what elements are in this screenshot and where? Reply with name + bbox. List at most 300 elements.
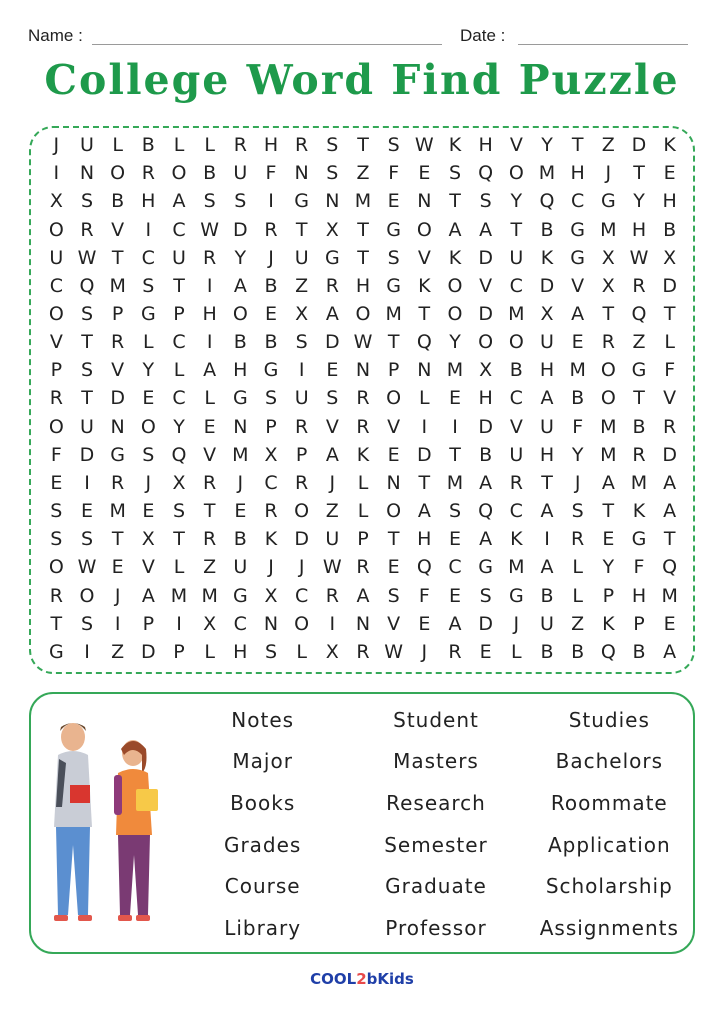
grid-letter[interactable]: M: [109, 500, 126, 523]
grid-letter[interactable]: H: [141, 190, 156, 213]
grid-letter[interactable]: T: [203, 500, 216, 523]
grid-letter[interactable]: K: [418, 274, 431, 297]
grid-letter[interactable]: C: [509, 500, 523, 523]
grid-letter[interactable]: A: [479, 218, 493, 241]
grid-letter[interactable]: G: [294, 190, 310, 213]
grid-letter[interactable]: E: [448, 387, 461, 410]
grid-letter[interactable]: C: [509, 274, 523, 297]
grid-letter[interactable]: E: [387, 443, 400, 466]
grid-letter[interactable]: Z: [111, 640, 125, 663]
grid-letter[interactable]: C: [49, 274, 63, 297]
grid-letter[interactable]: H: [478, 387, 493, 410]
grid-letter[interactable]: O: [447, 303, 463, 326]
grid-letter[interactable]: X: [172, 471, 186, 494]
grid-letter[interactable]: F: [572, 415, 584, 438]
grid-letter[interactable]: M: [630, 471, 648, 494]
grid-letter[interactable]: Q: [600, 640, 616, 663]
grid-letter[interactable]: X: [663, 246, 677, 269]
grid-letter[interactable]: R: [203, 471, 217, 494]
grid-letter[interactable]: I: [329, 612, 336, 635]
grid-letter[interactable]: I: [145, 218, 152, 241]
name-field[interactable]: [92, 44, 442, 45]
grid-letter[interactable]: R: [49, 584, 63, 607]
grid-letter[interactable]: M: [538, 162, 556, 185]
grid-letter[interactable]: X: [540, 303, 554, 326]
grid-letter[interactable]: E: [234, 500, 247, 523]
grid-letter[interactable]: E: [387, 190, 400, 213]
grid-letter[interactable]: C: [509, 387, 523, 410]
grid-letter[interactable]: O: [48, 415, 64, 438]
grid-letter[interactable]: D: [662, 274, 677, 297]
grid-letter[interactable]: V: [509, 134, 523, 157]
grid-letter[interactable]: U: [172, 246, 186, 269]
grid-letter[interactable]: O: [386, 500, 402, 523]
grid-letter[interactable]: T: [173, 528, 185, 551]
grid-letter[interactable]: O: [110, 162, 126, 185]
grid-letter[interactable]: O: [508, 162, 524, 185]
grid-letter[interactable]: T: [449, 443, 461, 466]
grid-letter[interactable]: E: [50, 471, 63, 494]
grid-letter[interactable]: X: [479, 359, 493, 382]
grid-letter[interactable]: T: [357, 134, 369, 157]
grid-letter[interactable]: J: [574, 471, 581, 494]
grid-letter[interactable]: N: [417, 190, 432, 213]
grid-letter[interactable]: A: [479, 471, 493, 494]
grid-letter[interactable]: F: [388, 162, 400, 185]
grid-letter[interactable]: B: [111, 190, 125, 213]
grid-letter[interactable]: O: [294, 500, 310, 523]
grid-letter[interactable]: T: [111, 528, 124, 551]
grid-letter[interactable]: E: [387, 556, 400, 579]
grid-letter[interactable]: H: [417, 528, 432, 551]
grid-letter[interactable]: X: [295, 303, 309, 326]
grid-letter[interactable]: J: [421, 640, 428, 663]
grid-letter[interactable]: L: [204, 134, 215, 157]
grid-letter[interactable]: V: [111, 218, 125, 241]
grid-letter[interactable]: J: [268, 246, 274, 269]
grid-letter[interactable]: Q: [416, 556, 432, 579]
grid-letter[interactable]: L: [296, 640, 307, 663]
grid-letter[interactable]: D: [294, 528, 309, 551]
grid-letter[interactable]: M: [385, 303, 402, 326]
grid-letter[interactable]: U: [294, 246, 309, 269]
grid-letter[interactable]: V: [49, 331, 63, 354]
grid-letter[interactable]: O: [386, 387, 402, 410]
grid-letter[interactable]: L: [173, 134, 185, 157]
grid-letter[interactable]: M: [170, 584, 188, 607]
grid-letter[interactable]: F: [664, 359, 676, 382]
grid-letter[interactable]: Y: [173, 415, 185, 438]
grid-letter[interactable]: T: [387, 528, 400, 551]
grid-letter[interactable]: A: [325, 443, 339, 466]
grid-letter[interactable]: X: [601, 274, 615, 297]
grid-letter[interactable]: O: [447, 274, 463, 297]
grid-letter[interactable]: R: [295, 134, 309, 157]
grid-letter[interactable]: R: [49, 387, 63, 410]
grid-letter[interactable]: S: [80, 528, 94, 551]
grid-letter[interactable]: F: [633, 556, 645, 579]
grid-letter[interactable]: C: [295, 584, 309, 607]
grid-letter[interactable]: N: [294, 162, 309, 185]
grid-letter[interactable]: A: [571, 303, 585, 326]
grid-letter[interactable]: Z: [325, 500, 339, 523]
grid-letter[interactable]: N: [233, 415, 248, 438]
grid-letter[interactable]: T: [449, 190, 461, 213]
grid-letter[interactable]: A: [540, 556, 554, 579]
grid-letter[interactable]: M: [569, 359, 586, 382]
grid-letter[interactable]: P: [173, 640, 185, 663]
grid-letter[interactable]: N: [355, 612, 371, 635]
grid-letter[interactable]: P: [387, 359, 400, 382]
grid-letter[interactable]: B: [571, 640, 585, 663]
grid-letter[interactable]: X: [325, 218, 339, 241]
grid-letter[interactable]: O: [79, 584, 95, 607]
grid-letter[interactable]: W: [414, 134, 434, 157]
grid-letter[interactable]: V: [325, 415, 339, 438]
grid-letter[interactable]: S: [479, 584, 492, 607]
grid-letter[interactable]: G: [631, 359, 647, 382]
grid-letter[interactable]: L: [511, 640, 522, 663]
grid-letter[interactable]: S: [479, 190, 492, 213]
grid-letter[interactable]: V: [203, 443, 217, 466]
grid-letter[interactable]: K: [602, 612, 615, 635]
grid-letter[interactable]: H: [570, 162, 585, 185]
grid-letter[interactable]: S: [571, 500, 584, 523]
grid-letter[interactable]: S: [448, 500, 462, 523]
grid-letter[interactable]: L: [357, 500, 369, 523]
grid-letter[interactable]: I: [206, 331, 213, 354]
grid-letter[interactable]: G: [324, 246, 340, 269]
grid-letter[interactable]: I: [114, 612, 121, 635]
grid-letter[interactable]: A: [663, 500, 677, 523]
grid-letter[interactable]: O: [48, 303, 64, 326]
grid-letter[interactable]: S: [326, 162, 339, 185]
grid-letter[interactable]: Y: [541, 134, 553, 157]
grid-letter[interactable]: T: [357, 246, 369, 269]
grid-letter[interactable]: M: [600, 443, 617, 466]
grid-letter[interactable]: A: [356, 584, 370, 607]
grid-letter[interactable]: G: [570, 218, 586, 241]
grid-letter[interactable]: H: [202, 303, 217, 326]
grid-letter[interactable]: U: [49, 246, 64, 269]
grid-letter[interactable]: X: [264, 443, 278, 466]
grid-letter[interactable]: I: [53, 162, 60, 185]
grid-letter[interactable]: C: [141, 246, 155, 269]
grid-letter[interactable]: C: [448, 556, 462, 579]
grid-letter[interactable]: M: [201, 584, 218, 607]
grid-letter[interactable]: B: [233, 331, 247, 354]
grid-letter[interactable]: S: [326, 387, 339, 410]
grid-letter[interactable]: V: [571, 274, 585, 297]
grid-letter[interactable]: C: [172, 387, 186, 410]
grid-letter[interactable]: O: [600, 359, 616, 382]
grid-letter[interactable]: K: [510, 528, 523, 551]
grid-letter[interactable]: M: [446, 359, 464, 382]
grid-letter[interactable]: G: [232, 584, 248, 607]
grid-letter[interactable]: O: [508, 331, 524, 354]
grid-letter[interactable]: M: [600, 415, 617, 438]
grid-letter[interactable]: R: [264, 500, 278, 523]
grid-letter[interactable]: H: [355, 274, 371, 297]
grid-letter[interactable]: O: [478, 331, 494, 354]
grid-letter[interactable]: P: [357, 528, 369, 551]
grid-letter[interactable]: T: [663, 303, 676, 326]
grid-letter[interactable]: R: [325, 274, 339, 297]
grid-letter[interactable]: O: [48, 218, 64, 241]
grid-letter[interactable]: V: [479, 274, 493, 297]
grid-letter[interactable]: B: [540, 218, 554, 241]
grid-letter[interactable]: E: [111, 556, 124, 579]
grid-letter[interactable]: I: [298, 359, 305, 382]
grid-letter[interactable]: T: [357, 218, 369, 241]
grid-letter[interactable]: H: [233, 640, 248, 663]
grid-letter[interactable]: L: [664, 331, 675, 354]
grid-letter[interactable]: G: [508, 584, 524, 607]
grid-letter[interactable]: X: [203, 612, 217, 635]
grid-letter[interactable]: K: [448, 134, 462, 157]
grid-letter[interactable]: R: [141, 162, 155, 185]
grid-letter[interactable]: I: [268, 190, 274, 213]
grid-letter[interactable]: S: [203, 190, 216, 213]
grid-letter[interactable]: R: [448, 640, 462, 663]
grid-letter[interactable]: K: [540, 246, 554, 269]
grid-letter[interactable]: R: [571, 528, 585, 551]
grid-letter[interactable]: V: [387, 415, 401, 438]
grid-letter[interactable]: A: [540, 500, 554, 523]
grid-letter[interactable]: B: [632, 415, 646, 438]
grid-letter[interactable]: G: [140, 303, 156, 326]
grid-letter[interactable]: H: [662, 190, 677, 213]
grid-letter[interactable]: N: [79, 162, 95, 185]
grid-letter[interactable]: Z: [601, 134, 615, 157]
grid-letter[interactable]: U: [80, 415, 94, 438]
grid-letter[interactable]: L: [143, 331, 154, 354]
grid-letter[interactable]: P: [111, 303, 124, 326]
grid-letter[interactable]: J: [513, 612, 520, 635]
grid-letter[interactable]: B: [663, 218, 677, 241]
date-field[interactable]: [518, 44, 688, 45]
grid-letter[interactable]: S: [387, 246, 400, 269]
grid-letter[interactable]: I: [452, 415, 458, 438]
grid-letter[interactable]: E: [142, 500, 155, 523]
grid-letter[interactable]: W: [384, 640, 404, 663]
grid-letter[interactable]: E: [448, 584, 461, 607]
grid-letter[interactable]: A: [233, 274, 247, 297]
grid-letter[interactable]: V: [111, 359, 125, 382]
grid-letter[interactable]: S: [264, 640, 278, 663]
grid-letter[interactable]: Y: [510, 190, 523, 213]
grid-letter[interactable]: E: [326, 359, 339, 382]
grid-letter[interactable]: P: [295, 443, 308, 466]
grid-letter[interactable]: A: [663, 640, 677, 663]
grid-letter[interactable]: V: [663, 387, 677, 410]
grid-letter[interactable]: S: [80, 359, 94, 382]
grid-letter[interactable]: R: [295, 471, 309, 494]
grid-letter[interactable]: N: [110, 415, 125, 438]
grid-letter[interactable]: C: [264, 471, 278, 494]
grid-letter[interactable]: K: [448, 246, 462, 269]
grid-letter[interactable]: S: [172, 500, 186, 523]
grid-letter[interactable]: T: [663, 528, 676, 551]
grid-letter[interactable]: U: [509, 246, 524, 269]
grid-letter[interactable]: V: [509, 415, 523, 438]
grid-letter[interactable]: S: [80, 303, 94, 326]
grid-letter[interactable]: G: [600, 190, 616, 213]
grid-letter[interactable]: S: [80, 612, 94, 635]
grid-letter[interactable]: X: [325, 640, 339, 663]
grid-letter[interactable]: J: [605, 162, 612, 185]
grid-letter[interactable]: T: [633, 162, 645, 185]
grid-letter[interactable]: G: [232, 387, 248, 410]
grid-letter[interactable]: G: [110, 443, 126, 466]
grid-letter[interactable]: T: [50, 612, 63, 635]
grid-letter[interactable]: R: [233, 134, 247, 157]
grid-letter[interactable]: T: [571, 134, 584, 157]
grid-letter[interactable]: F: [50, 443, 62, 466]
grid-letter[interactable]: H: [478, 134, 493, 157]
grid-letter[interactable]: R: [111, 331, 125, 354]
grid-letter[interactable]: B: [479, 443, 493, 466]
grid-letter[interactable]: N: [355, 359, 371, 382]
grid-letter[interactable]: A: [172, 190, 186, 213]
grid-letter[interactable]: T: [387, 331, 400, 354]
grid-letter[interactable]: I: [544, 528, 550, 551]
grid-letter[interactable]: G: [386, 274, 402, 297]
grid-letter[interactable]: L: [419, 387, 430, 410]
grid-letter[interactable]: V: [141, 556, 155, 579]
grid-letter[interactable]: G: [631, 528, 647, 551]
grid-letter[interactable]: Y: [142, 359, 155, 382]
grid-letter[interactable]: Q: [478, 500, 494, 523]
grid-letter[interactable]: A: [325, 303, 339, 326]
grid-letter[interactable]: J: [114, 584, 121, 607]
grid-letter[interactable]: C: [172, 331, 186, 354]
grid-letter[interactable]: D: [141, 640, 156, 663]
grid-letter[interactable]: M: [232, 443, 249, 466]
grid-letter[interactable]: B: [203, 162, 217, 185]
grid-letter[interactable]: C: [172, 218, 186, 241]
grid-letter[interactable]: U: [509, 443, 524, 466]
grid-letter[interactable]: A: [141, 584, 155, 607]
grid-letter[interactable]: W: [322, 556, 342, 579]
grid-letter[interactable]: Z: [203, 556, 217, 579]
grid-letter[interactable]: K: [264, 528, 278, 551]
grid-letter[interactable]: B: [264, 331, 278, 354]
grid-letter[interactable]: L: [173, 556, 185, 579]
grid-letter[interactable]: M: [109, 274, 126, 297]
grid-letter[interactable]: Y: [602, 556, 615, 579]
grid-letter[interactable]: I: [84, 640, 90, 663]
grid-letter[interactable]: A: [448, 218, 462, 241]
grid-letter[interactable]: N: [417, 359, 432, 382]
grid-letter[interactable]: B: [233, 528, 247, 551]
grid-letter[interactable]: R: [356, 415, 370, 438]
grid-letter[interactable]: Y: [234, 246, 247, 269]
grid-letter[interactable]: D: [478, 246, 493, 269]
grid-letter[interactable]: S: [142, 443, 155, 466]
grid-letter[interactable]: R: [325, 584, 339, 607]
grid-letter[interactable]: E: [203, 415, 216, 438]
grid-letter[interactable]: D: [233, 218, 248, 241]
grid-letter[interactable]: T: [510, 218, 523, 241]
grid-letter[interactable]: G: [570, 246, 586, 269]
grid-letter[interactable]: Q: [539, 190, 555, 213]
grid-letter[interactable]: O: [416, 218, 432, 241]
grid-letter[interactable]: D: [110, 387, 125, 410]
grid-letter[interactable]: J: [145, 471, 152, 494]
grid-letter[interactable]: R: [356, 387, 370, 410]
grid-letter[interactable]: K: [663, 134, 676, 157]
grid-letter[interactable]: O: [232, 303, 248, 326]
grid-letter[interactable]: N: [386, 471, 401, 494]
grid-letter[interactable]: Z: [632, 331, 646, 354]
grid-letter[interactable]: H: [233, 359, 248, 382]
grid-letter[interactable]: E: [663, 162, 676, 185]
grid-letter[interactable]: W: [200, 218, 220, 241]
grid-letter[interactable]: R: [632, 274, 646, 297]
grid-letter[interactable]: U: [294, 387, 309, 410]
grid-letter[interactable]: U: [233, 556, 248, 579]
grid-letter[interactable]: Q: [478, 162, 494, 185]
grid-letter[interactable]: A: [417, 500, 431, 523]
grid-letter[interactable]: A: [663, 471, 677, 494]
grid-letter[interactable]: N: [263, 612, 279, 635]
grid-letter[interactable]: M: [508, 556, 525, 579]
grid-letter[interactable]: R: [111, 471, 125, 494]
grid-letter[interactable]: K: [356, 443, 370, 466]
grid-letter[interactable]: T: [541, 471, 553, 494]
grid-letter[interactable]: D: [662, 443, 677, 466]
grid-letter[interactable]: X: [264, 584, 278, 607]
grid-letter[interactable]: R: [356, 556, 370, 579]
grid-letter[interactable]: Y: [571, 443, 584, 466]
grid-letter[interactable]: L: [112, 134, 123, 157]
grid-letter[interactable]: S: [295, 331, 308, 354]
grid-letter[interactable]: P: [602, 584, 615, 607]
grid-letter[interactable]: R: [295, 415, 309, 438]
grid-letter[interactable]: J: [53, 134, 60, 157]
grid-letter[interactable]: T: [111, 246, 124, 269]
grid-letter[interactable]: U: [325, 528, 340, 551]
grid-letter[interactable]: B: [540, 584, 554, 607]
grid-letter[interactable]: H: [631, 218, 647, 241]
grid-letter[interactable]: Q: [79, 274, 95, 297]
grid-letter[interactable]: E: [448, 528, 461, 551]
grid-letter[interactable]: R: [264, 218, 278, 241]
grid-letter[interactable]: L: [357, 471, 369, 494]
grid-letter[interactable]: J: [329, 471, 336, 494]
grid-letter[interactable]: P: [142, 612, 155, 635]
grid-letter[interactable]: D: [325, 331, 340, 354]
grid-letter[interactable]: M: [446, 471, 464, 494]
grid-letter[interactable]: S: [387, 584, 400, 607]
grid-letter[interactable]: E: [80, 500, 93, 523]
grid-letter[interactable]: S: [50, 528, 63, 551]
grid-letter[interactable]: V: [417, 246, 431, 269]
grid-letter[interactable]: J: [237, 471, 244, 494]
grid-letter[interactable]: X: [141, 528, 155, 551]
grid-letter[interactable]: S: [234, 190, 247, 213]
grid-letter[interactable]: P: [173, 303, 185, 326]
grid-letter[interactable]: T: [81, 331, 93, 354]
grid-letter[interactable]: U: [540, 612, 554, 635]
grid-letter[interactable]: P: [633, 612, 645, 635]
grid-letter[interactable]: Y: [449, 331, 461, 354]
grid-letter[interactable]: J: [268, 556, 274, 579]
grid-letter[interactable]: R: [80, 218, 94, 241]
grid-letter[interactable]: G: [386, 218, 402, 241]
grid-letter[interactable]: N: [325, 190, 340, 213]
